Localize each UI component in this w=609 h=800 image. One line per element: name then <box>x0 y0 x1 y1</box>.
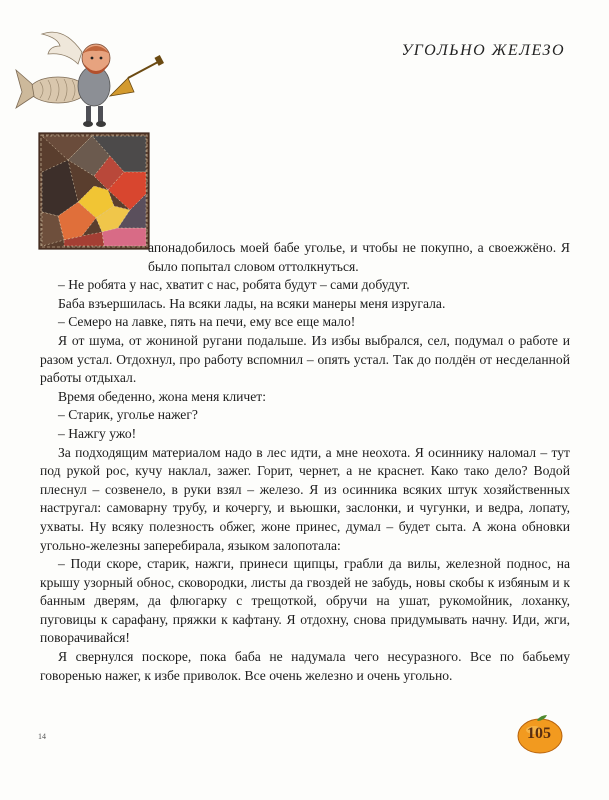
page-number: 105 <box>527 725 551 742</box>
paragraph-5: Я от шума, от жониной ругани подальше. Из избы выбрался, сел, подумал о работе и разом устал. Отдохнул, про работу вспомнил – опять устал. Так до полдён от несделанной работы отдыхал. <box>40 332 570 386</box>
page-number-badge <box>515 713 563 760</box>
balalaika-icon <box>110 78 134 96</box>
paragraph-10: – Поди скоре, старик, нажги, принеси щипцы, грабли да вилы, железной поднос, на крышу узорный обнос, сковородки, листы да гвоздей не забудь, новы скобы к избяным и к банным дверям, да флюгарку с трещоткой, обручи на ушат, рукомойник, лоханку, пуговицы к сарафану, пряжки к кафтану. Я отдохну, снова придумывать начну. Иди, жги, поворачивайся! <box>40 556 570 646</box>
paragraph-11: Я свернулся поскоре, пока баба не надумала чего несуразного. Все по бабьему говоренью нажег, к избе приволок. Все очень железно и очень угольно. <box>40 649 570 683</box>
running-header-title: УГОЛЬНО ЖЕЛЕЗО <box>401 42 565 59</box>
mermaid-musician-illustration <box>14 22 174 134</box>
dropcap-z-ornament <box>38 132 150 250</box>
paragraph-9: За подходящим материалом надо в лес идти, а мне неохота. Я осиннику наломал – тут под рукой рос, кучу наклал, зажег. Горит, чернет, а не краснет. Како тако дело? Водой плеснул – созвенело, в руки взял – железо. Я из осинника всяких штук хозяйственных настругал: самоварну трубу, и кочергу, и вьюшки, заслонки, и чугунки, и ведра, лопату, ухваты. Ну всяку полезность обжег, жоне принес, думал – будет сыта. А жона обновки угольно-железны заперебирала, языком залопотала: <box>40 444 570 553</box>
fish-tail-icon <box>30 77 86 103</box>
paragraph-3: Баба взъершилась. На всяки лады, на всяки манеры меня изругала. <box>58 295 446 311</box>
story-text <box>40 239 570 685</box>
paragraph-4: – Семеро на лавке, пять на печи, ему все еще мало! <box>58 314 356 330</box>
wing-icon <box>42 32 82 64</box>
paragraph-7: – Старик, уголье нажег? <box>58 407 198 423</box>
paragraph-2: – Не робята у нас, хватит с нас, робята будут – сами добудут. <box>58 277 410 293</box>
paragraph-8: – Нажгу ужо! <box>58 425 137 441</box>
paragraph-6: Время обеденно, жона меня кличет: <box>58 388 267 404</box>
printer-signature-mark: 14 <box>38 732 46 741</box>
paragraph-1: апонадобилось моей бабе уголье, и чтобы не покупно, а своежжёно. Я было попытал словом оттолкнуться. <box>148 240 570 274</box>
tail-fin-icon <box>16 70 34 108</box>
